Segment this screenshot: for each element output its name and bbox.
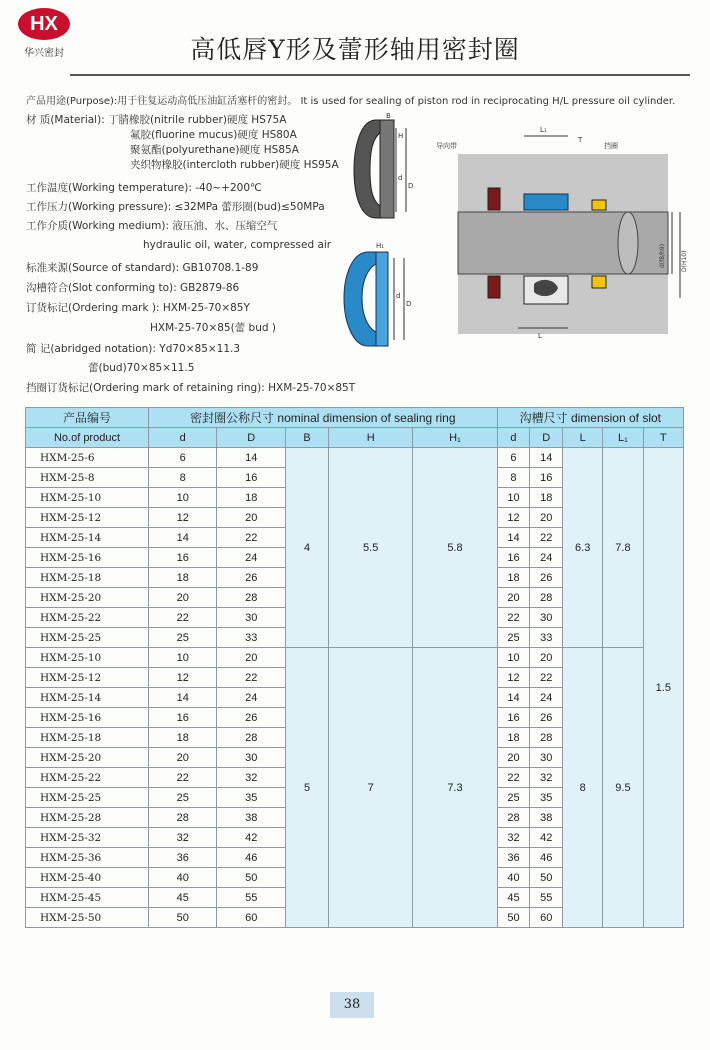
table-cell: 10 — [497, 488, 530, 508]
table-cell: 42 — [217, 828, 285, 848]
table-cell: 60 — [530, 908, 563, 928]
table-cell: 38 — [217, 808, 285, 828]
table-cell: 35 — [217, 788, 285, 808]
table-cell: 20 — [149, 748, 217, 768]
table-cell: 18 — [217, 488, 285, 508]
table-cell: 12 — [497, 508, 530, 528]
table-cell: 8 — [563, 648, 603, 928]
table-cell: 14 — [497, 688, 530, 708]
table-cell: 24 — [217, 688, 285, 708]
medium-text-2: hydraulic oil, water, compressed air — [143, 239, 332, 251]
col-D: D — [217, 428, 285, 448]
table-cell: 32 — [149, 828, 217, 848]
abridged-text-2: 蕾(bud)70×85×11.5 — [88, 362, 195, 374]
table-cell: 40 — [497, 868, 530, 888]
table-cell: 28 — [217, 588, 285, 608]
table-cell: 30 — [217, 748, 285, 768]
table-cell: 36 — [497, 848, 530, 868]
table-cell: HXM-25-36 — [26, 848, 149, 868]
table-cell: 22 — [149, 768, 217, 788]
table-cell: 16 — [497, 548, 530, 568]
table-cell: 32 — [530, 768, 563, 788]
table-cell: 50 — [149, 908, 217, 928]
table-cell: HXM-25-20 — [26, 588, 149, 608]
ordering-text-1: 订货标记(Ordering mark ): HXM-25-70×85Y — [26, 302, 250, 314]
table-cell: 14 — [149, 528, 217, 548]
table-cell: 46 — [530, 848, 563, 868]
col-H1: H₁ — [413, 428, 497, 448]
table-cell: 36 — [149, 848, 217, 868]
header-slot: 沟槽尺寸 dimension of slot — [497, 408, 683, 428]
table-cell: 7.3 — [413, 648, 497, 928]
table-cell: HXM-25-25 — [26, 628, 149, 648]
label-retaining-ring: 挡圈 — [604, 142, 618, 150]
table-cell: HXM-25-25 — [26, 788, 149, 808]
col-H: H — [329, 428, 413, 448]
slot-text: 沟槽符合(Slot conforming to): GB2879-86 — [26, 282, 240, 294]
table-cell: 9.5 — [603, 648, 643, 928]
table-cell: 45 — [497, 888, 530, 908]
table-cell: 5 — [285, 648, 328, 928]
table-cell: 25 — [149, 628, 217, 648]
table-cell: 50 — [530, 868, 563, 888]
col-T: T — [643, 428, 683, 448]
table-cell: 16 — [149, 708, 217, 728]
table-cell: 28 — [530, 728, 563, 748]
table-cell: 14 — [217, 448, 285, 468]
table-cell: 18 — [149, 568, 217, 588]
table-cell: 22 — [497, 768, 530, 788]
table-cell: 20 — [217, 648, 285, 668]
table-cell: 38 — [530, 808, 563, 828]
table-cell: 18 — [530, 488, 563, 508]
table-cell: HXM-25-18 — [26, 568, 149, 588]
table-cell: 10 — [149, 488, 217, 508]
table-cell: 6 — [149, 448, 217, 468]
table-cell: 14 — [149, 688, 217, 708]
purpose-text: 产品用途(Purpose):用于往复运动高低压油缸活塞杆的密封。 It is used for sealing of piston rod in reciprocating H/L pressure oil cylinder. — [26, 96, 676, 107]
table-cell: HXM-25-14 — [26, 528, 149, 548]
table-cell: 20 — [530, 508, 563, 528]
label-guide-band: 导向带 — [436, 142, 457, 150]
dim-l: L — [538, 332, 542, 340]
table-cell: 7 — [329, 648, 413, 928]
bud-h1-label: H₁ — [376, 242, 385, 250]
table-cell: 60 — [217, 908, 285, 928]
seal-b-label: B — [386, 112, 391, 120]
dim-l1: L₁ — [540, 126, 547, 134]
bud-d-label: d — [396, 292, 401, 300]
table-cell: 5.8 — [413, 448, 497, 648]
table-cell: 30 — [530, 608, 563, 628]
table-cell: 12 — [149, 508, 217, 528]
table-cell: HXM-25-8 — [26, 468, 149, 488]
table-row — [26, 448, 684, 468]
table-cell: 14 — [497, 528, 530, 548]
table-cell: 22 — [217, 528, 285, 548]
ordering-text-2: HXM-25-70×85(蕾 bud ) — [150, 322, 276, 334]
table-cell: HXM-25-50 — [26, 908, 149, 928]
table-cell: 45 — [149, 888, 217, 908]
bud-seal-sketch — [340, 236, 420, 358]
table-cell: 26 — [217, 708, 285, 728]
table-cell: 24 — [217, 548, 285, 568]
logo-letters: HX — [18, 8, 70, 40]
table-cell: 33 — [217, 628, 285, 648]
col-L: L — [563, 428, 603, 448]
header-nominal: 密封圈公称尺寸 nominal dimension of sealing ring — [149, 408, 498, 428]
table-cell: 28 — [530, 588, 563, 608]
material-line-4: 夹织物橡胶(intercloth rubber)硬度 HS95A — [130, 159, 339, 171]
table-cell: 20 — [497, 588, 530, 608]
standard-text: 标准来源(Source of standard): GB10708.1-89 — [26, 262, 259, 274]
seal-d-label: d — [398, 174, 403, 182]
table-cell: HXM-25-45 — [26, 888, 149, 908]
table-cell: HXM-25-28 — [26, 808, 149, 828]
dim-d: d(f8/h9) — [659, 243, 666, 268]
table-cell: 18 — [497, 728, 530, 748]
table-cell: 4 — [285, 448, 328, 648]
table-cell: HXM-25-12 — [26, 668, 149, 688]
table-cell: 28 — [149, 808, 217, 828]
dim-D: D(H10) — [681, 250, 688, 272]
table-cell: 50 — [497, 908, 530, 928]
table-cell: 26 — [530, 568, 563, 588]
table-cell: 46 — [217, 848, 285, 868]
material-line-2: 氟胶(fluorine mucus)硬度 HS80A — [130, 129, 297, 141]
table-cell: HXM-25-20 — [26, 748, 149, 768]
seal-h-label: H — [398, 132, 404, 140]
table-cell: 28 — [497, 808, 530, 828]
material-line-3: 聚氨酯(polyurethane)硬度 HS85A — [130, 144, 299, 156]
table-cell: HXM-25-10 — [26, 488, 149, 508]
table-cell: 26 — [217, 568, 285, 588]
page-title: 高低唇Y形及蕾形轴用密封圈 — [190, 35, 520, 64]
table-cell: 28 — [217, 728, 285, 748]
table-cell: 8 — [149, 468, 217, 488]
y-seal-sketch — [346, 108, 426, 230]
col-L1: L₁ — [603, 428, 643, 448]
retaining-text: 挡圈订货标记(Ordering mark of retaining ring): HXM-25-70×85T — [26, 382, 356, 394]
table-cell: 10 — [149, 648, 217, 668]
logo-subtitle: 华兴密封 — [24, 48, 64, 59]
table-cell: 35 — [530, 788, 563, 808]
table-cell: 33 — [530, 628, 563, 648]
table-cell: HXM-25-22 — [26, 768, 149, 788]
table-cell: 24 — [530, 688, 563, 708]
table-cell: 20 — [497, 748, 530, 768]
table-cell: 16 — [149, 548, 217, 568]
table-cell: 20 — [217, 508, 285, 528]
bud-D-label: D — [406, 300, 412, 308]
table-cell: HXM-25-40 — [26, 868, 149, 888]
table-cell: 22 — [530, 528, 563, 548]
table-cell: 18 — [497, 568, 530, 588]
table-cell: 16 — [530, 468, 563, 488]
table-cell: HXM-25-22 — [26, 608, 149, 628]
table-cell: HXM-25-6 — [26, 448, 149, 468]
table-cell: 8 — [497, 468, 530, 488]
table-cell: 32 — [217, 768, 285, 788]
table-cell: 25 — [497, 788, 530, 808]
col-slot-d: d — [497, 428, 530, 448]
table-cell: 55 — [217, 888, 285, 908]
table-cell: HXM-25-32 — [26, 828, 149, 848]
dim-t: T — [578, 136, 583, 144]
col-d: d — [149, 428, 217, 448]
title-rule — [70, 74, 690, 76]
table-cell: 14 — [530, 448, 563, 468]
medium-text-1: 工作介质(Working medium): 液压油、水、压缩空气 — [26, 220, 278, 232]
table-cell: 30 — [530, 748, 563, 768]
table-cell: 22 — [217, 668, 285, 688]
table-cell: 5.5 — [329, 448, 413, 648]
table-cell: 22 — [497, 608, 530, 628]
table-cell: 40 — [149, 868, 217, 888]
table-cell: 7.8 — [603, 448, 643, 648]
table-cell: 6.3 — [563, 448, 603, 648]
seal-D-label: D — [408, 182, 414, 190]
spec-table — [25, 407, 684, 928]
table-cell: 10 — [497, 648, 530, 668]
table-cell: 6 — [497, 448, 530, 468]
pressure-text: 工作压力(Working pressure): ≤32MPa 蕾形圈(bud)≤50MPa — [26, 201, 325, 213]
installation-diagram — [428, 108, 690, 348]
table-cell: 16 — [497, 708, 530, 728]
table-cell: 25 — [149, 788, 217, 808]
table-cell: 12 — [497, 668, 530, 688]
table-cell: 12 — [149, 668, 217, 688]
table-cell: HXM-25-16 — [26, 548, 149, 568]
col-slot-D: D — [530, 428, 563, 448]
table-cell: HXM-25-12 — [26, 508, 149, 528]
table-cell: HXM-25-10 — [26, 648, 149, 668]
material-line-1: 材 质(Material): 丁腈橡胶(nitrile rubber)硬度 HS75A — [26, 114, 287, 126]
table-cell: 24 — [530, 548, 563, 568]
table-cell: 20 — [530, 648, 563, 668]
temperature-text: 工作温度(Working temperature): -40~+200℃ — [26, 182, 262, 194]
table-cell: 22 — [149, 608, 217, 628]
table-cell: 55 — [530, 888, 563, 908]
table-cell: 32 — [497, 828, 530, 848]
table-cell: 20 — [149, 588, 217, 608]
table-cell: 22 — [530, 668, 563, 688]
table-cell: 42 — [530, 828, 563, 848]
header-product-en: No.of product — [26, 428, 149, 448]
header-product-cn: 产品编号 — [26, 408, 149, 428]
abridged-text-1: 简 记(abridged notation): Yd70×85×11.3 — [26, 343, 241, 355]
table-cell: 26 — [530, 708, 563, 728]
col-B: B — [285, 428, 328, 448]
table-cell: 18 — [149, 728, 217, 748]
table-cell: 25 — [497, 628, 530, 648]
page-number: 38 — [330, 992, 374, 1018]
table-cell: 1.5 — [643, 448, 683, 928]
table-row — [26, 648, 684, 668]
table-cell: 16 — [217, 468, 285, 488]
table-cell: HXM-25-18 — [26, 728, 149, 748]
table-cell: 50 — [217, 868, 285, 888]
table-cell: HXM-25-14 — [26, 688, 149, 708]
table-cell: 30 — [217, 608, 285, 628]
table-cell: HXM-25-16 — [26, 708, 149, 728]
